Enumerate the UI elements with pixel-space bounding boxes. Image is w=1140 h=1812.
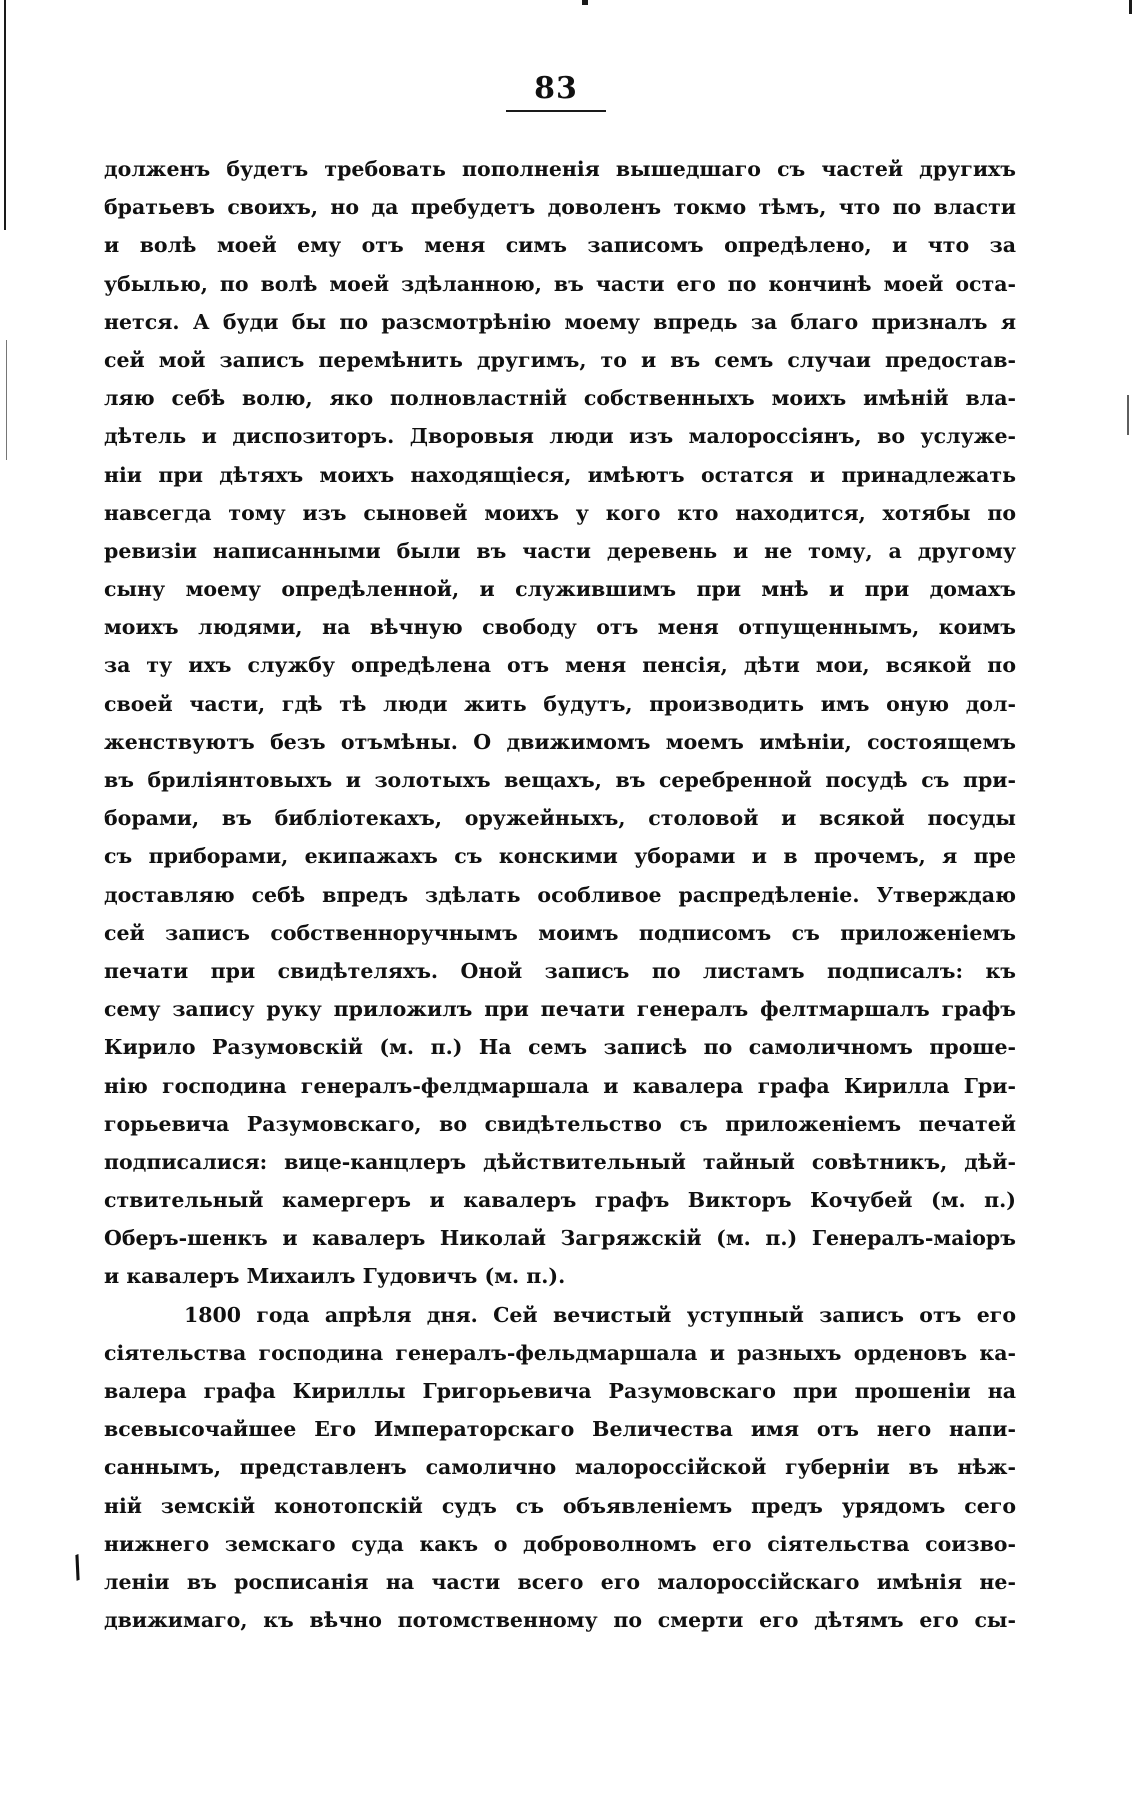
text-line: ревизіи написанными были въ части деревень и не тому, а другому — [104, 538, 1016, 563]
text-line: женствуютъ безъ отъмѣны. О движимомъ моемъ имѣніи, состоящемъ — [104, 729, 1016, 754]
text-line: доставляю себѣ впредъ здѣлать особливое распредѣленіе. Утверждаю — [104, 882, 1016, 907]
text-line: долженъ будетъ требовать пополненія вышедшаго съ частей другихъ — [104, 157, 1016, 181]
text-line: Кирило Разумовскій (м. п.) На семъ записѣ по самоличномъ проше- — [104, 1035, 1016, 1060]
text-line: съ приборами, екипажахъ съ конскими уборами и в прочемъ, я пре — [104, 844, 1016, 869]
text-line: моихъ людями, на вѣчную свободу отъ меня отпущеннымъ, коимъ — [104, 615, 1016, 640]
print-mark — [582, 0, 588, 5]
text-line: горьевича Разумовскаго, во свидѣтельство съ приложеніемъ печатей — [104, 1111, 1016, 1136]
scan-edge-left-lower — [6, 340, 7, 460]
header-rule — [506, 110, 606, 112]
text-line: леніи въ росписанія на части всего его малороссійскаго имѣнія не- — [104, 1569, 1016, 1594]
text-line: борами, въ библіотекахъ, оружейныхъ, столовой и всякой посуды — [104, 806, 1016, 831]
text-line: сему запису руку приложилъ при печати генералъ фелтмаршалъ графъ — [104, 997, 1016, 1022]
text-line: своей части, гдѣ тѣ люди жить будутъ, производить имъ оную дол- — [104, 691, 1016, 716]
text-line: нію господина генералъ-фелдмаршала и кавалера графа Кирилла Гри- — [104, 1073, 1016, 1098]
text-line: навсегда тому изъ сыновей моихъ у кого кто находится, хотябы по — [104, 500, 1016, 525]
text-line: ляю себѣ волю, яко полновластній собственныхъ моихъ имѣній вла- — [104, 386, 1016, 411]
text-line: ствительный камергеръ и кавалеръ графъ Викторъ Кочубей (м. п.) — [104, 1188, 1016, 1213]
paragraph-1 — [104, 150, 1016, 1296]
text-line: братьевъ своихъ, но да пребудетъ доволенъ токмо тѣмъ, что по власти — [104, 195, 1016, 220]
text-line: сыну моему опредѣленной, и служившимъ при мнѣ и при домахъ — [104, 577, 1016, 602]
text-line: убылью, по волѣ моей здѣланною, въ части его по кончинѣ моей оста- — [104, 271, 1016, 296]
text-line: подписалися: вице-канцлеръ дѣйствительный тайный совѣтникъ, дѣй- — [104, 1149, 1016, 1174]
body-text — [104, 150, 1016, 1639]
text-line: сей мой записъ перемѣнить другимъ, то и въ семъ случаи предостав- — [104, 347, 1016, 372]
page-number: 83 — [534, 71, 578, 106]
scan-edge-right — [1129, 0, 1132, 14]
scan-edge-left — [4, 0, 6, 230]
text-line: за ту ихъ службу опредѣлена отъ меня пенсія, дѣти мои, всякой по — [104, 653, 1016, 678]
text-line: саннымъ, представленъ самолично малороссійской губерніи въ нѣж- — [104, 1455, 1016, 1480]
margin-pencil-mark: / — [66, 1549, 89, 1586]
text-line: ній земскій конотопскій судъ съ объявленіемъ предъ урядомъ сего — [104, 1493, 1016, 1518]
text-line: валера графа Кириллы Григорьевича Разумовскаго при прошеніи на — [104, 1379, 1016, 1403]
text-line: всевысочайшее Его Императорскаго Величества имя отъ него напи- — [104, 1417, 1016, 1442]
text-line: сіятельства господина генералъ-фельдмаршала и разныхъ орденовъ ка- — [104, 1340, 1016, 1365]
text-line: 1800 года апрѣля дня. Сей вечистый уступный записъ отъ его — [184, 1302, 1016, 1327]
text-line: дѣтель и диспозиторъ. Дворовыя люди изъ малороссіянъ, во услуже- — [104, 424, 1016, 449]
text-line: и волѣ моей ему отъ меня симъ записомъ опредѣлено, и что за — [104, 233, 1016, 258]
text-line: движимаго, къ вѣчно потомственному по смерти его дѣтямъ его сы- — [104, 1608, 1016, 1633]
text-line: сей записъ собственноручнымъ моимъ подписомъ съ приложеніемъ — [104, 920, 1016, 945]
text-line: Оберъ-шенкъ и кавалеръ Николай Загряжскій (м. п.) Генералъ-маіоръ — [104, 1226, 1016, 1251]
paragraph-2 — [104, 1296, 1016, 1640]
page-header — [506, 70, 606, 112]
text-line: въ бриліянтовыхъ и золотыхъ вещахъ, въ серебренной посудѣ съ при- — [104, 768, 1016, 792]
text-line: печати при свидѣтеляхъ. Оной записъ по листамъ подписалъ: къ — [104, 958, 1016, 983]
text-line: ніи при дѣтяхъ моихъ находящіеся, имѣютъ остатся и принадлежать — [104, 462, 1016, 487]
text-line: и кавалеръ Михаилъ Гудовичъ (м. п.). — [104, 1264, 566, 1289]
scan-edge-right-lower — [1127, 395, 1129, 435]
text-line: нется. А буди бы по разсмотрѣнію моему впредь за благо призналъ я — [104, 309, 1016, 334]
text-line: нижнего земскаго суда какъ о доброволномъ его сіятельства соизво- — [104, 1531, 1016, 1556]
